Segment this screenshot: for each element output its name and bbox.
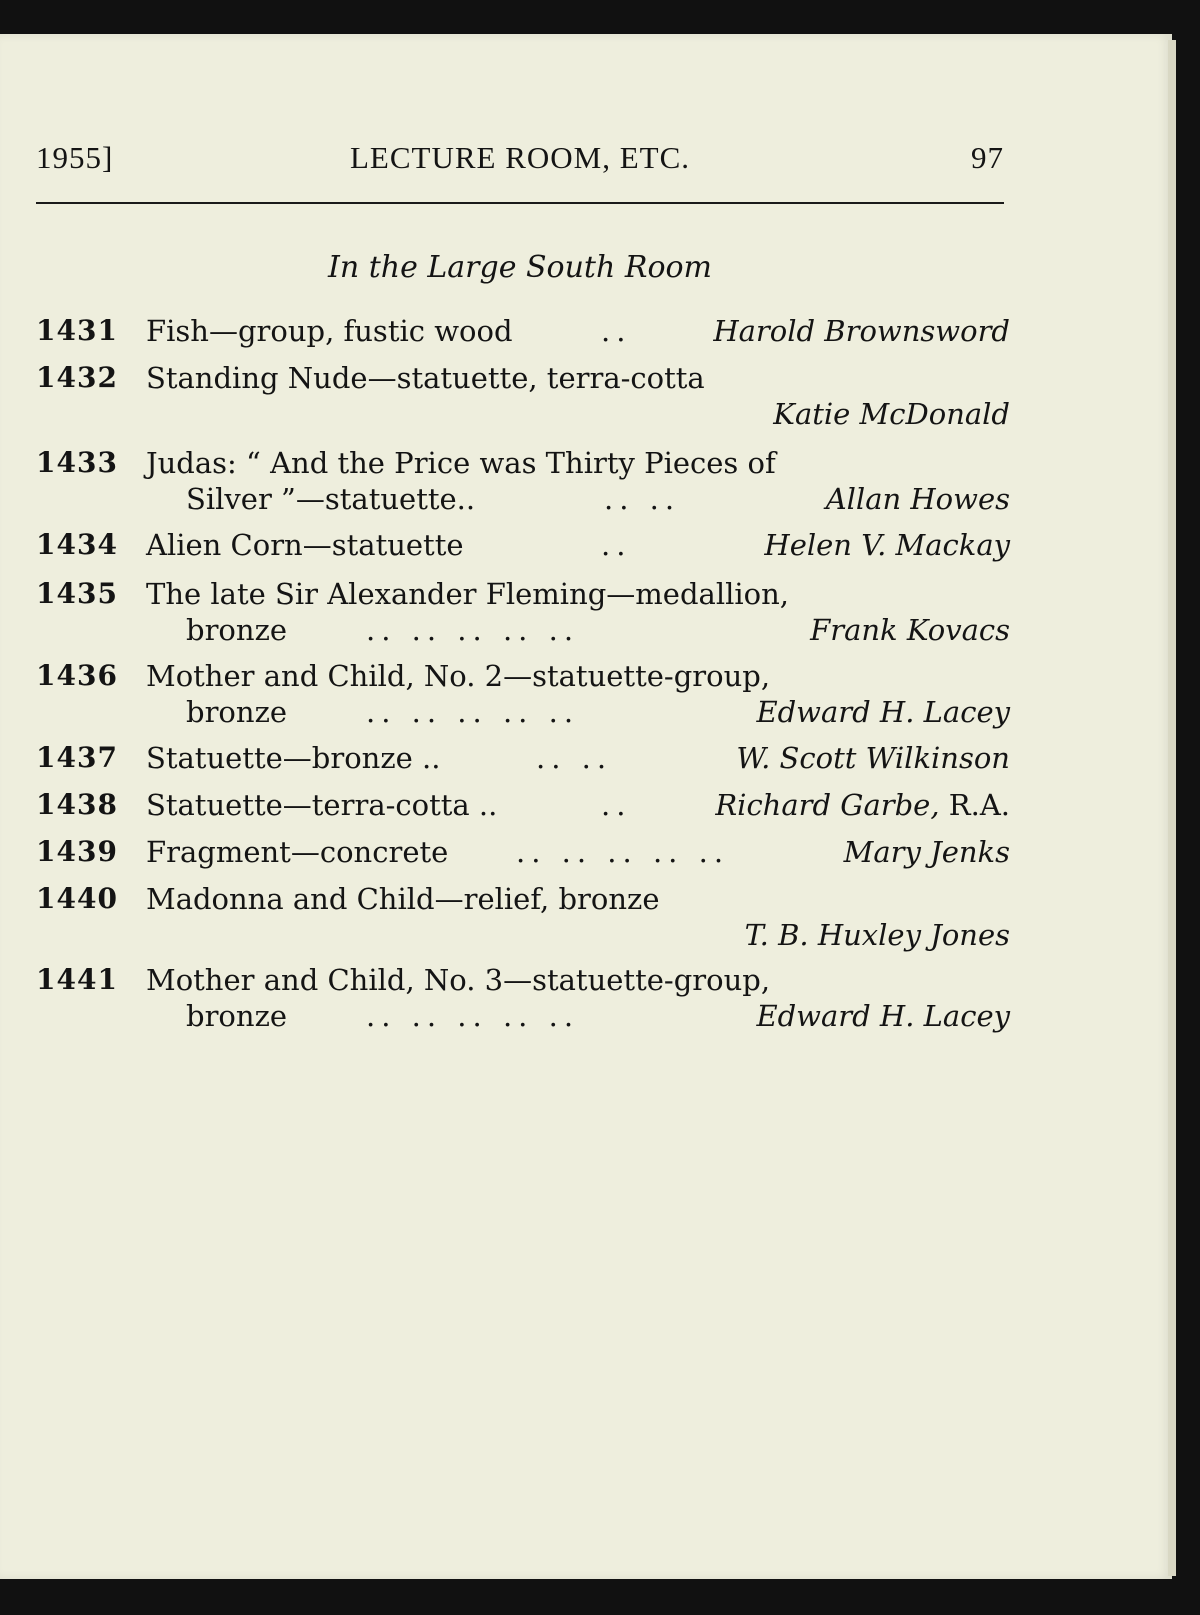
page-edge — [1168, 40, 1176, 1576]
artist-name: Richard Garbe, — [715, 788, 940, 822]
entry-description: Statuette—bronze .. — [146, 741, 441, 775]
leader-dots: .. .. — [604, 482, 681, 516]
running-head — [36, 140, 1004, 184]
entry-artist: Katie McDonald — [773, 397, 1010, 431]
leader-dots: .. .. .. .. .. — [366, 695, 580, 729]
entry-number: 1435 — [36, 577, 118, 610]
catalogue-entry — [36, 445, 1010, 517]
leader-dots: .. — [601, 314, 632, 348]
header-rule — [36, 202, 1004, 204]
running-head-year: 1955] — [36, 140, 114, 175]
entry-artist: Frank Kovacs — [810, 613, 1010, 647]
entry-number: 1436 — [36, 659, 118, 692]
entry-number: 1434 — [36, 528, 118, 561]
entry-artist: W. Scott Wilkinson — [736, 741, 1010, 775]
catalogue-entry — [36, 576, 1010, 648]
leader-dots: .. .. — [536, 741, 613, 775]
entry-artist: Edward H. Lacey — [756, 999, 1010, 1033]
entry-artist — [715, 787, 1010, 823]
running-head-title: LECTURE ROOM, ETC. — [349, 140, 691, 175]
entry-description: Fragment—concrete — [146, 835, 449, 869]
catalogue-entry — [36, 360, 1010, 432]
entry-artist: Harold Brownsword — [713, 314, 1010, 348]
leader-dots: .. .. .. .. .. — [366, 613, 580, 647]
entry-description: Fish—group, fustic wood — [146, 314, 513, 348]
entry-description-continued: bronze — [186, 999, 288, 1033]
catalogue-entry — [36, 787, 1010, 823]
section-heading: In the Large South Room — [327, 250, 713, 285]
leader-dots: .. — [601, 788, 632, 822]
entry-artist: Allan Howes — [825, 482, 1010, 516]
entry-artist: Mary Jenks — [843, 835, 1010, 869]
entry-artist: Helen V. Mackay — [764, 528, 1010, 562]
entry-number: 1438 — [36, 788, 118, 821]
artist-honours: R.A. — [939, 788, 1010, 822]
entry-description: Mother and Child, No. 3—statuette-group, — [146, 963, 771, 997]
leader-dots: .. — [601, 528, 632, 562]
leader-dots: .. .. .. .. .. — [366, 999, 580, 1033]
entry-artist: Edward H. Lacey — [756, 695, 1010, 729]
catalogue-entry — [36, 962, 1010, 1034]
entry-description-continued: bronze — [186, 613, 288, 647]
entry-artist: T. B. Huxley Jones — [744, 918, 1010, 952]
entry-number: 1437 — [36, 741, 118, 774]
entry-number: 1433 — [36, 446, 118, 479]
page-number: 97 — [971, 140, 1004, 175]
entry-number: 1441 — [36, 963, 118, 996]
entry-description: Standing Nude—statuette, terra-cotta — [146, 361, 705, 395]
catalogue-entry — [36, 740, 1010, 776]
catalogue-entry — [36, 881, 1010, 953]
entry-description: Madonna and Child—relief, bronze — [146, 882, 660, 916]
catalogue-entry — [36, 527, 1010, 563]
leader-dots: .. .. .. .. .. — [516, 835, 730, 869]
catalogue-entry — [36, 834, 1010, 870]
entry-description: The late Sir Alexander Fleming—medallion, — [146, 577, 789, 611]
catalogue-entry — [36, 313, 1010, 349]
entry-number: 1440 — [36, 882, 118, 915]
entry-number: 1431 — [36, 314, 118, 347]
entry-description: Statuette—terra-cotta .. — [146, 788, 498, 822]
entry-description-continued: Silver ”—statuette.. — [186, 482, 476, 516]
entry-description: Mother and Child, No. 2—statuette-group, — [146, 659, 771, 693]
entry-description: Alien Corn—statuette — [146, 528, 464, 562]
catalogue-entry — [36, 658, 1010, 730]
entry-number: 1439 — [36, 835, 118, 868]
entry-description-continued: bronze — [186, 695, 288, 729]
entry-description: Judas: “ And the Price was Thirty Pieces of — [146, 446, 776, 480]
entry-number: 1432 — [36, 361, 118, 394]
